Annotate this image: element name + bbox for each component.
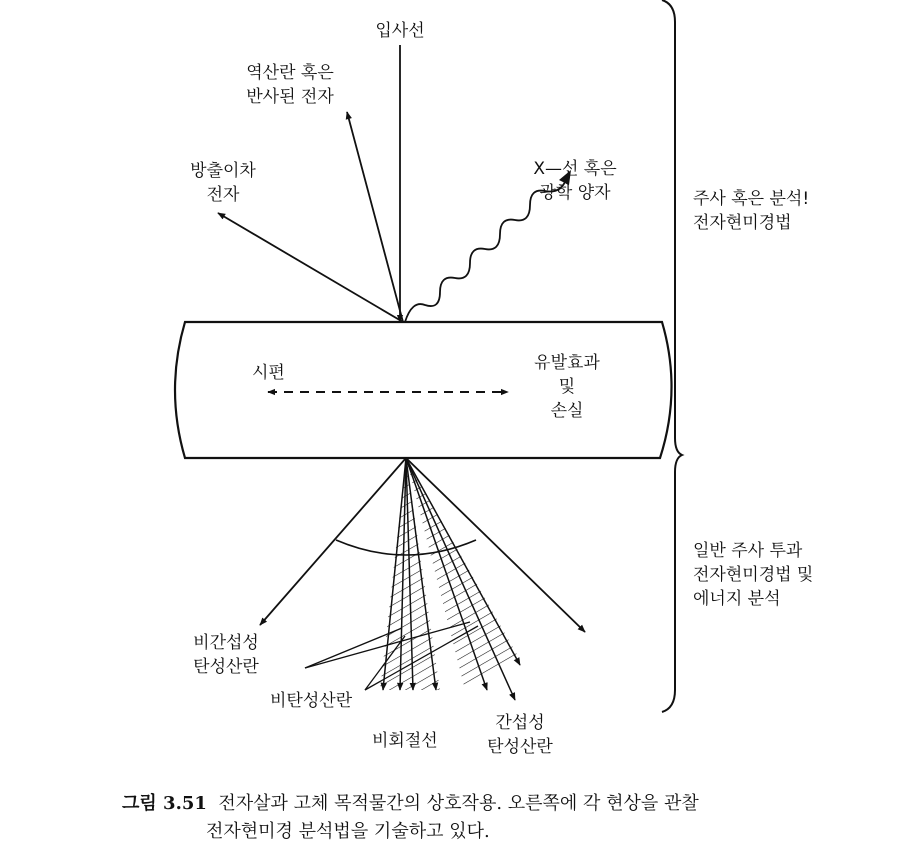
label-incoherent-elastic-line1: 비간섭성 [193,633,259,653]
caption-text-line2: 전자현미경 분석법을 기술하고 있다. [206,821,490,842]
label-auger-line1: 유발효과 [534,353,600,373]
label-xray-line2: 광학 양자 [539,183,611,203]
label-backscattered-line2: 반사된 전자 [246,87,334,107]
label-incoherent-elastic-line2: 탄성산란 [193,657,259,677]
secondary-electron-arrow [218,213,403,322]
caption-text-line1: 전자살과 고체 목적물간의 상호작용. 오른쪽에 각 현상을 관찰 [218,793,699,814]
label-unscattered: 비회절선 [372,731,438,751]
label-auger-line2: 및 [558,377,576,397]
label-secondary-line1: 방출이차 [190,161,256,181]
side-label-transmission-line3: 에너지 분석 [693,589,781,609]
incoherent-elastic-arrow [260,458,406,625]
label-specimen: 시편 [252,363,285,383]
side-label-transmission-line1: 일반 주사 투과 [693,541,803,561]
brace-lower [662,472,675,712]
label-coherent-elastic-line1: 간섭성 [495,713,545,733]
figure-caption [122,790,699,846]
label-secondary-line2: 전자 [206,185,240,205]
label-coherent-elastic-line2: 탄성산란 [487,737,553,757]
label-inelastic: 비탄성산란 [270,691,353,711]
label-backscattered-line1: 역산란 혹은 [246,63,334,83]
caption-number: 그림 3.51 [122,793,207,814]
side-label-scanning-line2: 전자현미경법 [693,213,792,233]
label-xray-line1: X—선 혹은 [533,159,617,179]
caption-line1 [122,790,699,818]
side-label-transmission-line2: 전자현미경법 및 [693,565,814,585]
side-label-scanning-line1: 주사 혹은 분석! [693,189,810,209]
label-auger-line3: 손실 [550,401,584,421]
backscattered-electron-arrow [347,112,403,322]
label-incident-beam: 입사선 [375,21,425,41]
